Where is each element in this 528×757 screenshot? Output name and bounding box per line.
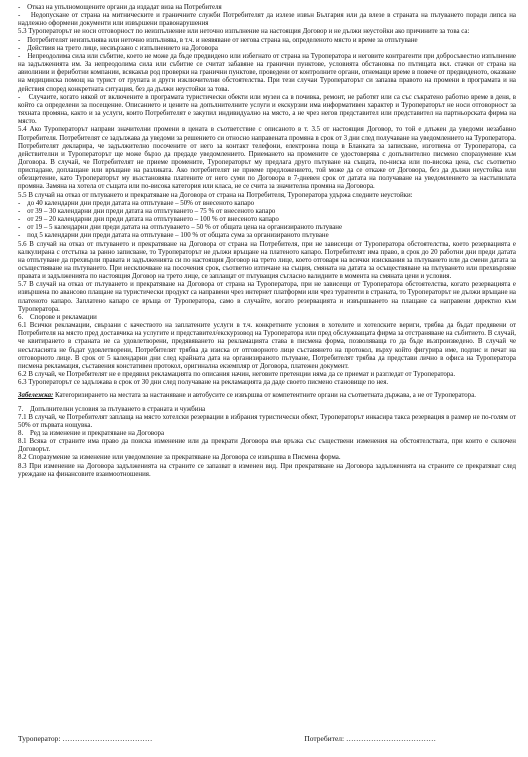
section-5-5: 5.5 В случай на отказ от пътуването и прекратяване на Договора от страна на Потребителя, Туроператора удържа следните неустойки: <box>18 191 413 199</box>
section-5-3: 5.3 Туроператорът не носи отговорност по неизпълнение или неточно изпълнение на настоящия Договор и не дължи неустойки ако причините за това са: <box>18 28 470 36</box>
paragraph: - Действия на трето лице, несвързано с изпълнението на Договора <box>18 44 218 52</box>
penalty-item: - от 29 – 20 календарни дни преди датата на отпътуването – 100 % от внесеното капаро <box>18 216 279 224</box>
penalty-item: - от 39 – 30 календарни дни преди датата на отпътуването – 75 % от внесеното капаро <box>18 207 276 215</box>
signature-consumer: Потребител: ……………………………… <box>304 733 436 743</box>
section-5-4: 5.4 Ако Туроператорът направи значителни промени в цената в съответствие с описаното в т. 3.5 от настоящия Договор, то той е длъжен да уведоми незабавно Потребителя. Потребителят се задължава да уведоми за решението си относно направената промяна в срок от 3 дни след получаване на уведомлението на Туроператора. Потребителят декларира, че задължително посочените от него за контакт телефони, електронна поща в Бланката за записване, изготвена от Туроператора, са действителни и Туроператорът ще може бързо да предаде уведомлението. Приемането на промените се удостоверява с допълнително писмено споразумение към Договора. В случай, че Потребителят не приеме промените, Туроператорът му предлага друго пътуване на същата, по-ниска или по-висока цена, със съответно приспадане, доплащане или връщане на разликата. Ако потребителят не приеме предложението, той може да се откаже от Договора, без да дължи неустойка или обезщетение, като Туроператорът му възстановява платените от него суми по Договора в 7-дневен срок от датата на получаване на уведомлението за настъпилата промяна. Замяна на хотела от същата или по-висока категория или класа, не се счита за значителна промяна на Договора. <box>18 126 516 191</box>
penalty-item: - до 40 календарни дни преди датата на отпътуване – 50% от внесеното капаро <box>18 199 255 207</box>
section-8-heading: 8. Ред за изменение и прекратяване на Договора <box>18 429 165 437</box>
section-6-2: 6.2 В случай, че Потребителят не е предявил рекламацията по описания начин, неговите претенции няма да се приемат и разгледат от Туроператора. <box>18 371 456 379</box>
note <box>18 392 516 400</box>
penalty-item: - под 5 календарни дни преди датата на отпътуване – 100 % от общата сума за организираното пътуване <box>18 232 329 240</box>
section-6-3: 6.3 Туроператорът се задължава в срок от 30 дни след получаване на рекламацията да даде своето писмено становище по нея. <box>18 379 389 387</box>
note-text: Категоризирането на местата за настаняване и автобусите се извършва от компетентните органи на съответната държава, а не от Туроператора. <box>53 392 476 400</box>
section-8-3: 8.3 При изменение на Договора задълженията на страните се запазват в изменен вид. При прекратяване на Договора задълженията на страните се прекратяват след уреждане на финансовите взаимоотношения. <box>18 462 516 478</box>
section-5-7: 5.7 В случай на отказ от пътуването и прекратяване на Договора от страна на Туроператора, при не зависещи от Туроператора обстоятелства, когато резервацията е извършена по авансово плащане на туристически продукт са направени чрез интернет платформи или чрез туратенти в страната, то Туроператорът не дължи връщане на платеното капаро. Заплатено капаро се връща от Туроператора, само в случайте, когато резервацията и извършването на плащане са направени директно към Туроператора. <box>18 281 516 313</box>
signature-block <box>18 735 516 743</box>
section-8-2: 8.2 Споразумение за изменение или уведомление за прекратяване на Договора се извършва в Писмена форма. <box>18 454 341 462</box>
section-6-1: 6.1 Всички рекламации, свързани с качеството на заплатените услуги в т.ч. конкретните условия в хотелите и хотелските вериги, трябва да бъдат предявени от Потребителя на място пред доставчика на услугите и представител/екскурзовод на Туроператора или пред обслужващата фирма за отстраняване на събитието. В случай, че квитирането в страната не са удовлетворени, предявяването на рекламацията става в писмена форма, позволяваща го да бъде възпроизведено. В случай че несъгласията не бъдат удовлетворени, Потребителят трябва да изиска от отговорното лице съставянето на протокол, върху който фигурира име, подпис и печат на отговорното лице. В срок от 5 календарни дни след крайната дата на организираното пътуване, Потребителят трябва да представи лично в офиса на Туроператора писмена рекламация, съставения констативен протокол, оригинална екземпляр от Договора, платежен документ. <box>18 322 516 370</box>
section-7-1: 7.1 В случай, че Потребителят заплаща на място хотелски резервации в избрания туристически обект, Туроператорът инкасира такса резервация в размер не по-голям от 50% от първата нощувка. <box>18 413 516 429</box>
section-5-6: 5.6 В случай на отказ от пътуването и прекратяване на Договора от страна на Потребителя, при не зависещи от Туроператора обстоятелства, което резервацията е калкулирана с отстъпка за ранно записване, то Туроператорът не дължи връщане на платеното капаро. Потребителят има право, в срок до 20 работни дни преди датата на отпътуване да прехвърли правата и задълженията си по настоящия Договор на трето лице, което отговаря на всички изисквания за пътуването или да смени датата за осъществяване на пътуването. При несключване на посочения срок, съответно изтичане на същия, смяната на датата за осъществяване на пътуването или прехвърляне правата и задълженията по настоящия Договор на трето лице, се заплащат от пътуващия съгласно валидните в момента на смяната цени и условия. <box>18 240 516 281</box>
paragraph: - Случаите, когато някой от включените в програмата туристически обекти или музеи са в почивка, ремонт, не работят или са със съкратено работно време в деня, в който са определени за посещение. Описанието и цените на допълнителните услуги и екскурзии има информативен характер и Туроператорът не носи отговорност за тяхната промяна, както и за услуги, които Потребителят е закупил индивидуално на място, а не чрез негов представител или представител на партньорската фирма на място. <box>18 93 516 126</box>
paragraph: - Отказ на упълномощените органи да издадат виза на Потребителя <box>18 4 222 11</box>
section-6-heading: 6. Спорове и рекламации <box>18 313 97 321</box>
section-8-1: 8.1 Всяка от страните има право да поиска изменение или да прекрати Договора във връзка със съществени изменения на обстоятелствата, при които е сключен Договорът. <box>18 438 516 454</box>
paragraph: - Недопускане от страна на митническите и граничните служби Потребителят да излезе извън България или да влезе в страната на пътуването поради липса на надлежно оформени документи или извършени правонарушения <box>18 12 516 28</box>
section-7-heading: 7. Допълнителни условия за пътуването в страната и чужбина <box>18 405 206 413</box>
paragraph: - Непреодолима сила или събитие, което не може да бъде предвидено или избегнато от страна на Туроператора и неговите контрагенти при добросъвестно изпълнение на задълженията им. За непреодолима сила или събитие се считат забавяне на гранични пунктове, условията обстановка по пътищата вкл. стачки от страна на авиолинии и фериботни компании, всякакъв род проверки на гранични пунктове, проведени от контролните органи, отнемащи време в повече от предвиденото, оказване на медицинска помощ на турист от групата и други изключителни обстоятелства. При тези случаи Туроператорът си запазва правото на промени в програмата и на действия според конкретната ситуация, без да дължи неустойки за това. <box>18 52 516 93</box>
signature-tour-operator: Туроператор: ……………………………… <box>18 733 153 743</box>
paragraph: - Потребителят неизпълнява или неточно изпълнява, в т.ч. и неявяване от негова страна на, определеното място и време за отпътуване <box>18 36 418 44</box>
note-label: Забележка: <box>18 392 54 400</box>
penalty-item: - от 19 – 5 календарни дни преди датата на отпътуването – 50 % от общата цена на организираното пътуване <box>18 224 343 232</box>
